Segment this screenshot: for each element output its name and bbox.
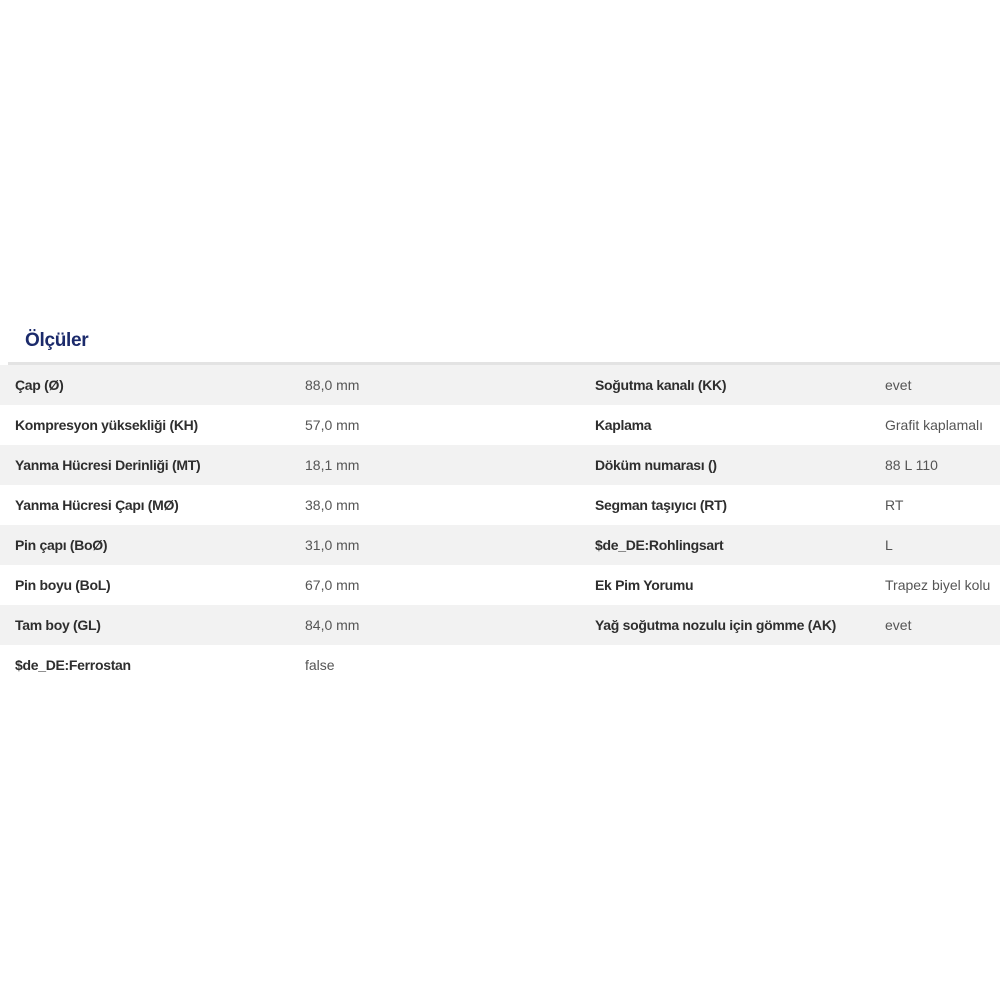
spec-label: Yanma Hücresi Derinliği (MT) bbox=[0, 445, 305, 485]
spec-label: $de_DE:Ferrostan bbox=[0, 645, 305, 685]
spec-value: RT bbox=[885, 485, 1000, 525]
table-row bbox=[0, 525, 1000, 565]
spec-value: 88 L 110 bbox=[885, 445, 1000, 485]
dimensions-section bbox=[0, 318, 1000, 685]
spec-label: Çap (Ø) bbox=[0, 365, 305, 405]
spec-label: Döküm numarası () bbox=[595, 445, 885, 485]
table-row bbox=[0, 645, 1000, 685]
spec-value: 38,0 mm bbox=[305, 485, 595, 525]
section-title: Ölçüler bbox=[25, 330, 89, 351]
spec-value: 84,0 mm bbox=[305, 605, 595, 645]
table-row bbox=[0, 445, 1000, 485]
table-row bbox=[0, 405, 1000, 445]
spec-label: Kaplama bbox=[595, 405, 885, 445]
spec-value: 31,0 mm bbox=[305, 525, 595, 565]
spec-label: Soğutma kanalı (KK) bbox=[595, 365, 885, 405]
spec-value: 88,0 mm bbox=[305, 365, 595, 405]
table-row bbox=[0, 565, 1000, 605]
spec-value: 57,0 mm bbox=[305, 405, 595, 445]
spec-label: Yağ soğutma nozulu için gömme (AK) bbox=[595, 605, 885, 645]
spec-label: $de_DE:Rohlingsart bbox=[595, 525, 885, 565]
spec-value: 67,0 mm bbox=[305, 565, 595, 605]
spec-value: false bbox=[305, 645, 595, 685]
spec-value: evet bbox=[885, 365, 1000, 405]
spec-value: L bbox=[885, 525, 1000, 565]
table-row bbox=[0, 605, 1000, 645]
spec-label bbox=[595, 645, 885, 685]
spec-label: Segman taşıyıcı (RT) bbox=[595, 485, 885, 525]
specs-table bbox=[0, 365, 1000, 685]
spec-value: Grafit kaplamalı bbox=[885, 405, 1000, 445]
spec-value: 18,1 mm bbox=[305, 445, 595, 485]
spec-label: Pin boyu (BoL) bbox=[0, 565, 305, 605]
table-row bbox=[0, 365, 1000, 405]
spec-value bbox=[885, 645, 1000, 685]
spec-label: Tam boy (GL) bbox=[0, 605, 305, 645]
spec-label: Ek Pim Yorumu bbox=[595, 565, 885, 605]
table-row bbox=[0, 485, 1000, 525]
spec-value: Trapez biyel kolu bbox=[885, 565, 1000, 605]
spec-label: Kompresyon yüksekliği (KH) bbox=[0, 405, 305, 445]
spec-label: Pin çapı (BoØ) bbox=[0, 525, 305, 565]
spec-label: Yanma Hücresi Çapı (MØ) bbox=[0, 485, 305, 525]
spec-value: evet bbox=[885, 605, 1000, 645]
